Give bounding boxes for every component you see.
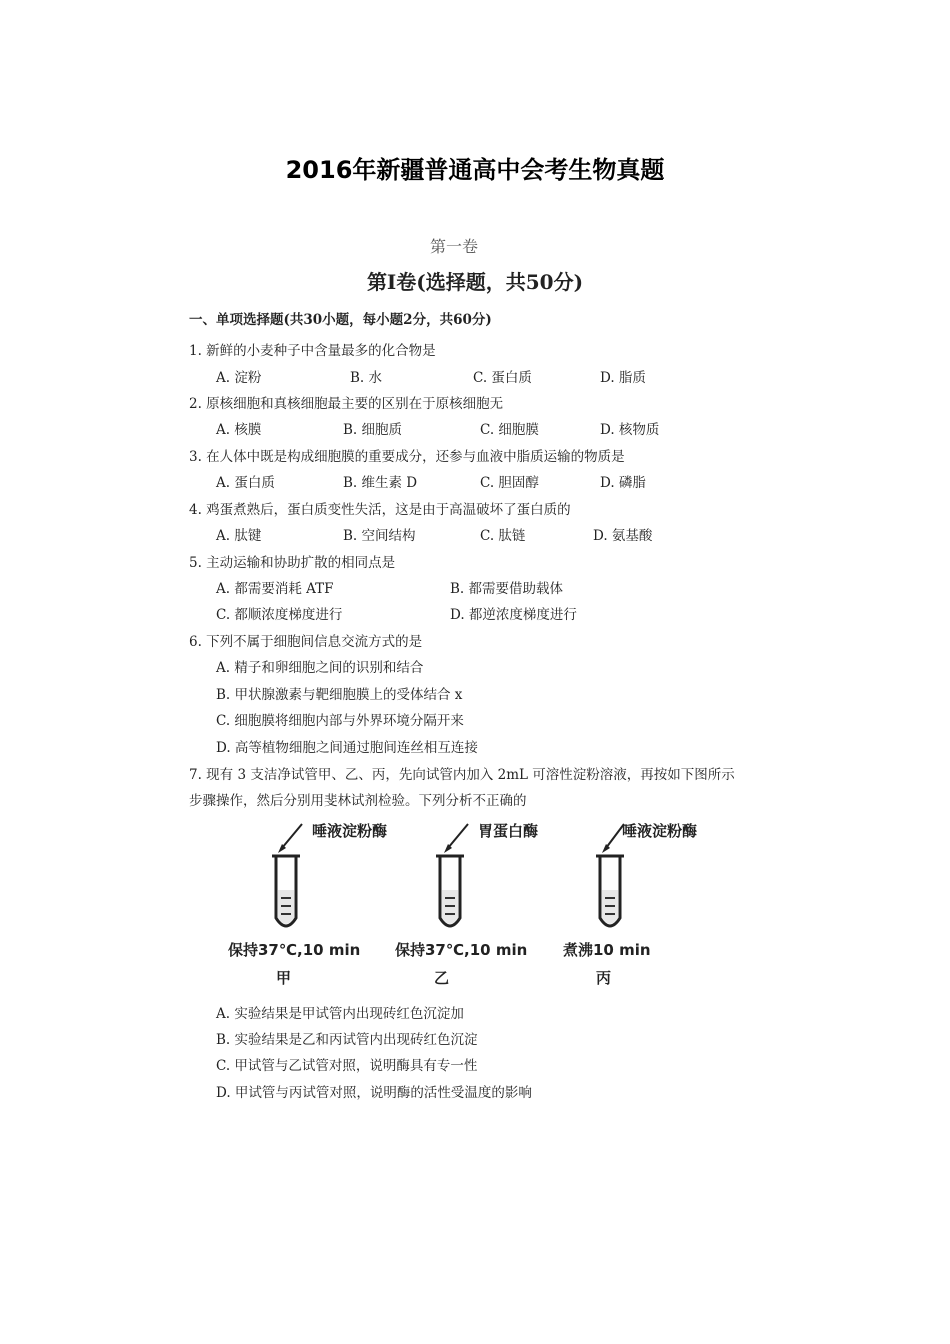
tube-jia-enzyme-label: 唾液淀粉酶 xyxy=(312,822,388,840)
question-1-option-d: D. 脂质 xyxy=(600,370,646,386)
question-4-option-d: D. 氨基酸 xyxy=(593,528,653,544)
tube-bing-condition-label: 煮沸10 min xyxy=(563,941,651,959)
tube-yi-name-label: 乙 xyxy=(434,969,450,987)
question-6-option-d: D. 高等植物细胞之间通过胞间连丝相互连接 xyxy=(216,740,478,756)
question-5-option-a: A. 都需要消耗 ATF xyxy=(216,581,334,597)
question-5-option-c: C. 都顺浓度梯度进行 xyxy=(216,607,343,623)
tube-bing-enzyme-label: 唾液淀粉酶 xyxy=(622,822,698,840)
question-5-option-d: D. 都逆浓度梯度进行 xyxy=(450,607,577,623)
question-2-option-b: B. 细胞质 xyxy=(343,422,403,438)
question-7-option-a: A. 实验结果是甲试管内出现砖红色沉淀加 xyxy=(216,1006,464,1022)
question-6-stem: 6. 下列不属于细胞间信息交流方式的是 xyxy=(189,634,423,650)
question-1-option-c: C. 蛋白质 xyxy=(473,370,532,386)
question-3-option-d: D. 磷脂 xyxy=(600,475,646,491)
question-6-option-c: C. 细胞膜将细胞内部与外界环境分隔开来 xyxy=(216,713,464,729)
question-4-option-c: C. 肽链 xyxy=(480,528,526,544)
cropped-heading: 第一卷 xyxy=(430,237,479,256)
question-2-option-c: C. 细胞膜 xyxy=(480,422,539,438)
question-2-stem: 2. 原核细胞和真核细胞最主要的区别在于原核细胞无 xyxy=(189,396,504,412)
volume-heading: 第Ⅰ卷(选择题，共50分) xyxy=(366,270,584,294)
test-tube-jia-icon xyxy=(260,818,320,938)
question-7-stem-line-1: 7. 现有 3 支洁净试管甲、乙、丙，先向试管内加入 2mL 可溶性淀粉溶液，再按如下图所示 xyxy=(189,767,735,783)
question-4-option-b: B. 空间结构 xyxy=(343,528,416,544)
tube-jia-name-label: 甲 xyxy=(276,969,292,987)
question-7-option-b: B. 实验结果是乙和丙试管内出现砖红色沉淀 xyxy=(216,1032,478,1048)
page-title: 2016年新疆普通高中会考生物真题 xyxy=(285,156,665,184)
question-1-option-b: B. 水 xyxy=(350,370,383,386)
question-1-option-a: A. 淀粉 xyxy=(216,370,262,386)
question-3-option-c: C. 胆固醇 xyxy=(480,475,539,491)
question-4-stem: 4. 鸡蛋煮熟后，蛋白质变性失活，这是由于高温破坏了蛋白质的 xyxy=(189,502,571,518)
question-4-option-a: A. 肽键 xyxy=(216,528,262,544)
question-2-option-d: D. 核物质 xyxy=(600,422,660,438)
question-5-option-b: B. 都需要借助载体 xyxy=(450,581,564,597)
tube-yi-enzyme-label: 胃蛋白酶 xyxy=(478,822,539,840)
question-7-option-d: D. 甲试管与丙试管对照，说明酶的活性受温度的影响 xyxy=(216,1085,532,1101)
question-3-stem: 3. 在人体中既是构成细胞膜的重要成分，还参与血液中脂质运输的物质是 xyxy=(189,449,625,465)
question-5-stem: 5. 主动运输和协助扩散的相同点是 xyxy=(189,555,396,571)
tube-yi-condition-label: 保持37℃,10 min xyxy=(395,941,528,959)
question-1-stem: 1. 新鲜的小麦种子中含量最多的化合物是 xyxy=(189,343,436,359)
test-tube-yi-icon xyxy=(424,818,484,938)
section-heading: 一、单项选择题(共30小题，每小题2分，共60分) xyxy=(189,312,492,328)
question-6-option-b: B. 甲状腺激素与靶细胞膜上的受体结合 x xyxy=(216,687,463,703)
question-6-option-a: A. 精子和卵细胞之间的识别和结合 xyxy=(216,660,424,676)
tube-jia-condition-label: 保持37℃,10 min xyxy=(228,941,361,959)
question-3-option-a: A. 蛋白质 xyxy=(216,475,275,491)
question-7-option-c: C. 甲试管与乙试管对照，说明酶具有专一性 xyxy=(216,1058,478,1074)
question-3-option-b: B. 维生素 D xyxy=(343,475,418,491)
question-7-stem-line-2: 步骤操作，然后分别用斐林试剂检验。下列分析不正确的 xyxy=(189,793,527,809)
question-2-option-a: A. 核膜 xyxy=(216,422,262,438)
tube-bing-name-label: 丙 xyxy=(596,969,612,987)
